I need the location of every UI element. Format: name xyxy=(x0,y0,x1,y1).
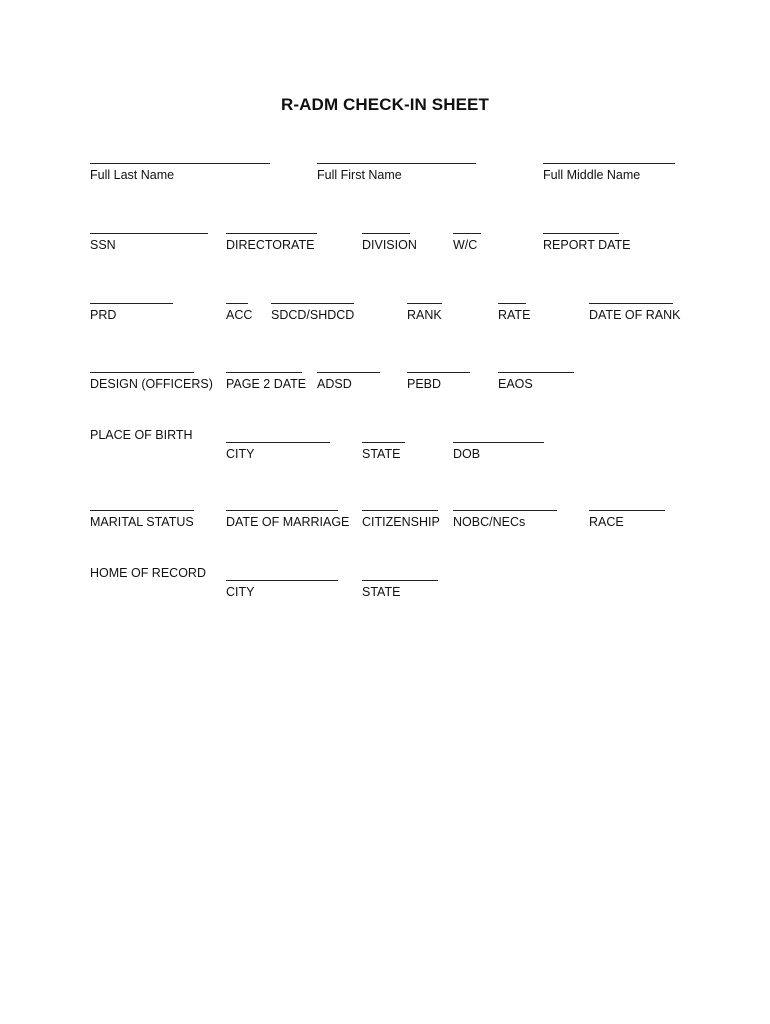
full-middle-name-label: Full Middle Name xyxy=(543,168,641,182)
citizenship-label: CITIZENSHIP xyxy=(362,515,440,529)
pebd-label: PEBD xyxy=(407,377,442,391)
marital-status-line[interactable] xyxy=(90,497,194,511)
marital-status-label: MARITAL STATUS xyxy=(90,515,194,529)
date-of-rank-label: DATE OF RANK xyxy=(589,308,681,322)
date-of-rank-line[interactable] xyxy=(589,290,673,304)
pob-city-field[interactable] xyxy=(226,429,330,462)
report-date-label: REPORT DATE xyxy=(543,238,631,252)
rank-field[interactable] xyxy=(407,290,442,323)
division-field[interactable] xyxy=(362,220,417,253)
pebd-line[interactable] xyxy=(407,359,470,373)
page2-date-label: PAGE 2 DATE xyxy=(226,377,307,391)
eaos-field[interactable] xyxy=(498,359,574,392)
directorate-line[interactable] xyxy=(226,220,317,234)
pebd-field[interactable] xyxy=(407,359,470,392)
wc-label: W/C xyxy=(453,238,478,252)
eaos-line[interactable] xyxy=(498,359,574,373)
nobc-necs-field[interactable] xyxy=(453,497,557,530)
rank-label: RANK xyxy=(407,308,442,322)
nobc-necs-line[interactable] xyxy=(453,497,557,511)
page-title: R-ADM CHECK-IN SHEET xyxy=(281,95,489,114)
adsd-field[interactable] xyxy=(317,359,380,392)
prd-line[interactable] xyxy=(90,290,173,304)
hor-state-line[interactable] xyxy=(362,567,438,581)
date-of-marriage-field[interactable] xyxy=(226,497,350,530)
design-officers-field[interactable] xyxy=(90,359,213,392)
rank-line[interactable] xyxy=(407,290,442,304)
ssn-label: SSN xyxy=(90,238,116,252)
full-middle-name-line[interactable] xyxy=(543,150,675,164)
marital-status-field[interactable] xyxy=(90,497,194,530)
citizenship-field[interactable] xyxy=(362,497,438,530)
date-of-rank-field[interactable] xyxy=(589,290,681,323)
hor-state-field[interactable] xyxy=(362,567,438,600)
full-middle-name-field[interactable] xyxy=(543,150,675,183)
full-last-name-line[interactable] xyxy=(90,150,270,164)
race-label: RACE xyxy=(589,515,624,529)
full-last-name-field[interactable] xyxy=(90,150,270,183)
adsd-line[interactable] xyxy=(317,359,380,373)
pob-state-field[interactable] xyxy=(362,429,405,462)
home-of-record-label: HOME OF RECORD xyxy=(90,566,206,580)
acc-label: ACC xyxy=(226,308,253,322)
prd-field[interactable] xyxy=(90,290,173,323)
adsd-label: ADSD xyxy=(317,377,352,391)
page2-date-line[interactable] xyxy=(226,359,302,373)
eaos-label: EAOS xyxy=(498,377,533,391)
report-date-line[interactable] xyxy=(543,220,619,234)
dob-field[interactable] xyxy=(453,429,544,462)
division-line[interactable] xyxy=(362,220,410,234)
acc-line[interactable] xyxy=(226,290,248,304)
pob-state-line[interactable] xyxy=(362,429,405,443)
race-field[interactable] xyxy=(589,497,665,530)
citizenship-line[interactable] xyxy=(362,497,438,511)
dob-line[interactable] xyxy=(453,429,544,443)
prd-label: PRD xyxy=(90,308,117,322)
page2-date-field[interactable] xyxy=(226,359,307,392)
hor-city-label: CITY xyxy=(226,585,255,599)
sdcd-shdcd-line[interactable] xyxy=(271,290,354,304)
wc-line[interactable] xyxy=(453,220,481,234)
ssn-field[interactable] xyxy=(90,220,208,253)
division-label: DIVISION xyxy=(362,238,417,252)
sdcd-shdcd-field[interactable] xyxy=(271,290,354,323)
pob-state-label: STATE xyxy=(362,447,401,461)
sdcd-shdcd-label: SDCD/SHDCD xyxy=(271,308,355,322)
full-last-name-label: Full Last Name xyxy=(90,168,175,182)
rate-field[interactable] xyxy=(498,290,531,323)
pob-city-line[interactable] xyxy=(226,429,330,443)
dob-label: DOB xyxy=(453,447,481,461)
ssn-line[interactable] xyxy=(90,220,208,234)
nobc-necs-label: NOBC/NECs xyxy=(453,515,526,529)
full-first-name-field[interactable] xyxy=(317,150,476,183)
rate-line[interactable] xyxy=(498,290,526,304)
race-line[interactable] xyxy=(589,497,665,511)
full-first-name-line[interactable] xyxy=(317,150,476,164)
directorate-label: DIRECTORATE xyxy=(226,238,315,252)
acc-field[interactable] xyxy=(226,290,253,323)
directorate-field[interactable] xyxy=(226,220,317,253)
hor-city-field[interactable] xyxy=(226,567,338,600)
pob-city-label: CITY xyxy=(226,447,255,461)
hor-city-line[interactable] xyxy=(226,567,338,581)
place-of-birth-label: PLACE OF BIRTH xyxy=(90,428,193,442)
date-of-marriage-label: DATE OF MARRIAGE xyxy=(226,515,350,529)
date-of-marriage-line[interactable] xyxy=(226,497,338,511)
wc-field[interactable] xyxy=(453,220,481,253)
design-officers-line[interactable] xyxy=(90,359,194,373)
design-officers-label: DESIGN (OFFICERS) xyxy=(90,377,213,391)
report-date-field[interactable] xyxy=(543,220,631,253)
full-first-name-label: Full First Name xyxy=(317,168,402,182)
hor-state-label: STATE xyxy=(362,585,401,599)
rate-label: RATE xyxy=(498,308,531,322)
